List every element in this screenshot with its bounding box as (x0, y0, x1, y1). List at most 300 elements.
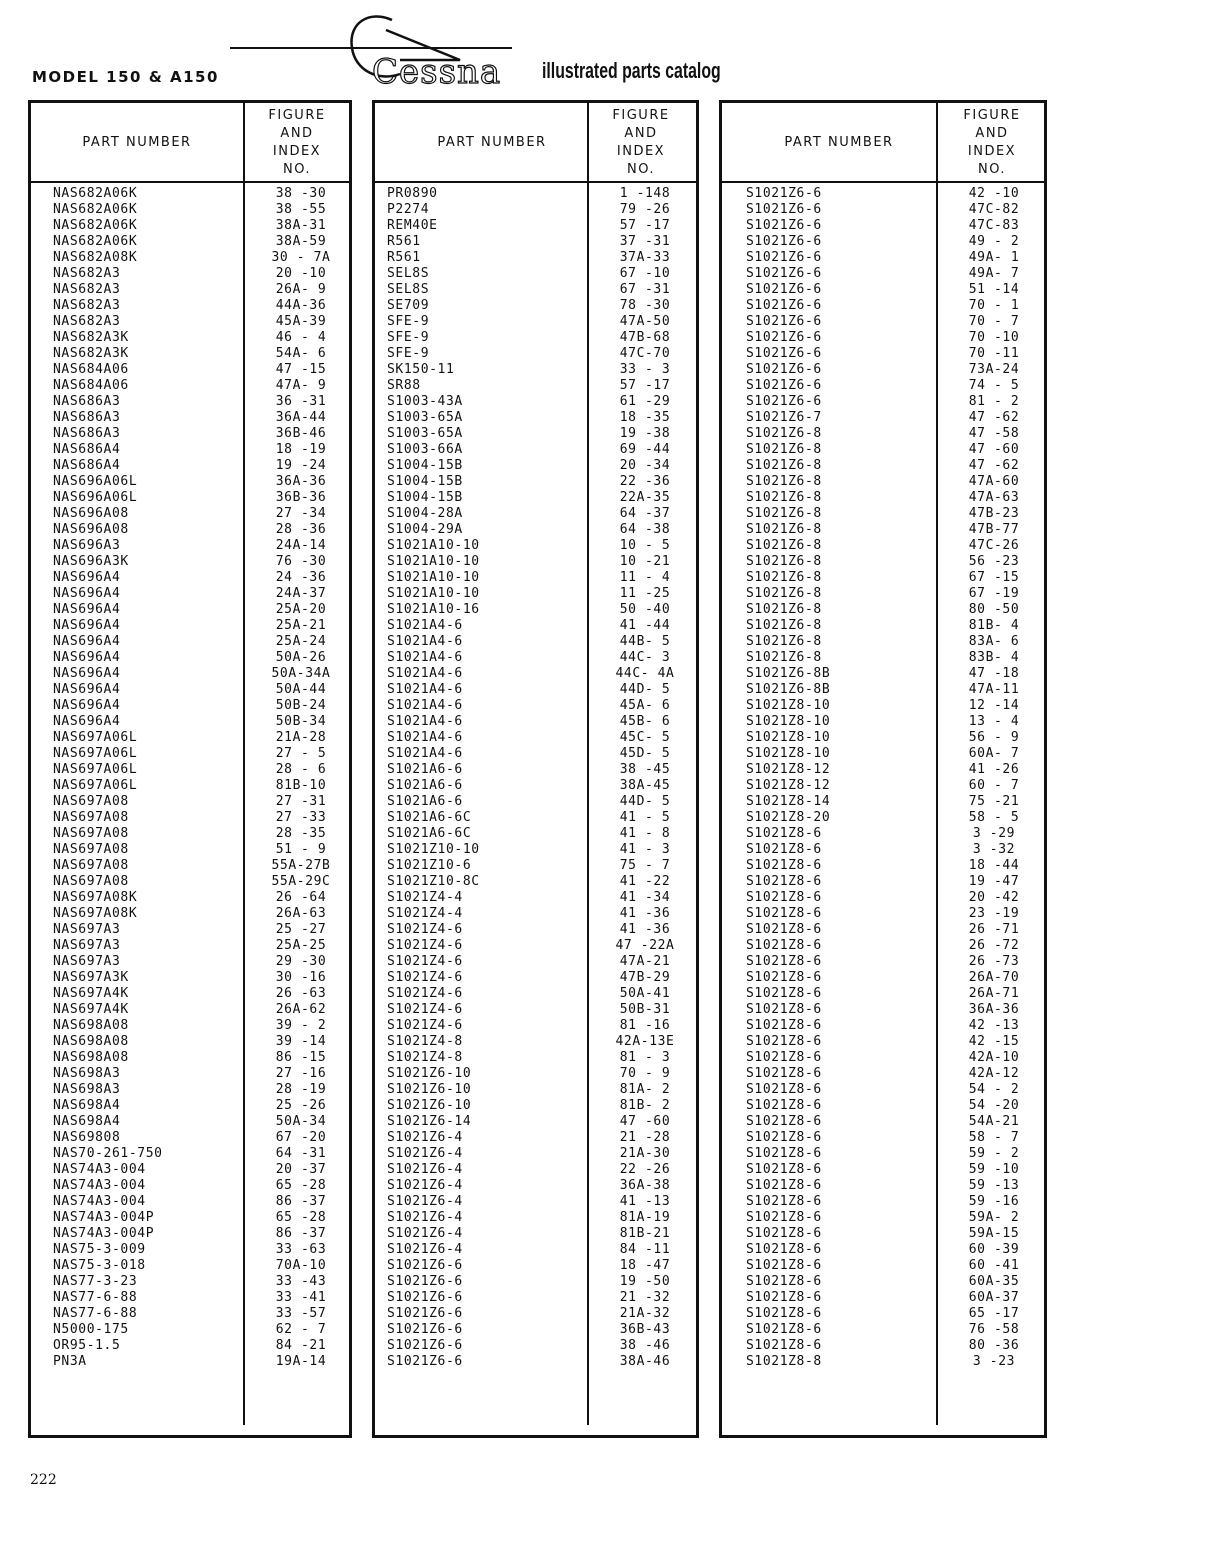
table-row (722, 890, 1044, 906)
part-number-cell: S1021Z10-6 (387, 858, 472, 873)
part-number-cell: NAS77-6-88 (53, 1290, 138, 1305)
figure-index-cell: 26A-63 (275, 906, 327, 921)
table-row (375, 506, 696, 522)
figure-index-cell: 73A-24 (968, 362, 1020, 377)
table-row (375, 1210, 696, 1226)
table-row (375, 1178, 696, 1194)
table-row (375, 986, 696, 1002)
figure-index-cell: 19 -24 (275, 458, 327, 473)
table-row (375, 250, 696, 266)
figure-index-cell: 30 -16 (275, 970, 327, 985)
table-row (722, 378, 1044, 394)
figure-index-cell: 81 - 2 (968, 394, 1020, 409)
figure-index-cell: 18 -35 (619, 410, 671, 425)
table-row (31, 458, 349, 474)
part-number-cell: S1021Z6-6 (746, 250, 822, 265)
table-row (31, 1322, 349, 1338)
figure-index-cell: 50 -40 (619, 602, 671, 617)
part-number-cell: S1021Z6-4 (387, 1194, 463, 1209)
figure-index-cell: 59 - 2 (968, 1146, 1020, 1161)
part-number-cell: S1021Z6-6 (746, 186, 822, 201)
part-number-cell: S1004-15B (387, 490, 463, 505)
figure-index-cell: 11 -25 (619, 586, 671, 601)
table-row (31, 698, 349, 714)
table-row (31, 314, 349, 330)
part-number-cell: S1021Z6-6 (746, 202, 822, 217)
part-number-cell: S1021Z10-8C (387, 874, 480, 889)
part-number-cell: S1004-29A (387, 522, 463, 537)
figure-header-line: INDEX (616, 144, 666, 159)
table-row (375, 1354, 696, 1370)
table-row (722, 826, 1044, 842)
figure-index-cell: 70A-10 (275, 1258, 327, 1273)
figure-index-cell: 33 -57 (275, 1306, 327, 1321)
part-number-cell: S1021Z6-6 (746, 378, 822, 393)
table-row (722, 1098, 1044, 1114)
figure-index-cell: 50A-26 (275, 650, 327, 665)
figure-index-cell: 18 -44 (968, 858, 1020, 873)
table-row (375, 186, 696, 202)
figure-index-cell: 26A- 9 (275, 282, 327, 297)
part-number-cell: S1021Z8-10 (746, 714, 831, 729)
part-number-cell: S1021Z6-8 (746, 618, 822, 633)
figure-index-cell: 70 - 1 (968, 298, 1020, 313)
table-row (722, 922, 1044, 938)
table-row (375, 202, 696, 218)
table-row (722, 1226, 1044, 1242)
figure-index-cell: 36 -31 (275, 394, 327, 409)
figure-index-cell: 47C-26 (968, 538, 1020, 553)
part-number-cell: S1021Z8-6 (746, 1066, 822, 1081)
table-row (722, 858, 1044, 874)
table-row (722, 186, 1044, 202)
part-number-cell: NAS698A08 (53, 1034, 129, 1049)
figure-index-cell: 38A-59 (275, 234, 327, 249)
figure-index-cell: 49 - 2 (968, 234, 1020, 249)
figure-index-cell: 28 - 6 (275, 762, 327, 777)
part-number-cell: NAS682A06K (53, 202, 138, 217)
table-row (375, 1338, 696, 1354)
figure-index-cell: 27 - 5 (275, 746, 327, 761)
figure-index-cell: 58 - 7 (968, 1130, 1020, 1145)
table-row (31, 1114, 349, 1130)
figure-index-cell: 38 -30 (275, 186, 327, 201)
figure-index-cell: 50B-24 (275, 698, 327, 713)
part-number-cell: S1021Z8-6 (746, 986, 822, 1001)
figure-index-cell: 44C- 3 (619, 650, 671, 665)
part-number-cell: S1004-15B (387, 474, 463, 489)
part-number-cell: S1021Z8-10 (746, 698, 831, 713)
figure-index-cell: 27 -33 (275, 810, 327, 825)
table-row (722, 506, 1044, 522)
figure-index-cell: 67 -19 (968, 586, 1020, 601)
figure-index-cell: 47 -58 (968, 426, 1020, 441)
figure-index-cell: 36A-36 (968, 1002, 1020, 1017)
part-number-cell: S1021Z6-6 (746, 298, 822, 313)
part-number-cell: NAS686A3 (53, 426, 121, 441)
figure-index-cell: 80 -50 (968, 602, 1020, 617)
table-row (31, 906, 349, 922)
table-row (722, 458, 1044, 474)
table-row (375, 1130, 696, 1146)
figure-header-line: FIGURE (963, 108, 1021, 123)
table-row (375, 650, 696, 666)
part-number-cell: S1021Z8-10 (746, 730, 831, 745)
table-row (722, 442, 1044, 458)
table-row (375, 666, 696, 682)
figure-index-cell: 19 -50 (619, 1274, 671, 1289)
figure-index-cell: 38 -55 (275, 202, 327, 217)
figure-index-cell: 47A-63 (968, 490, 1020, 505)
figure-index-cell: 54A- 6 (275, 346, 327, 361)
table-row (722, 522, 1044, 538)
figure-index-cell: 37 -31 (619, 234, 671, 249)
table-row (31, 1082, 349, 1098)
part-number-cell: S1021Z6-6 (746, 234, 822, 249)
table-row (375, 1018, 696, 1034)
part-number-cell: S1021A10-10 (387, 586, 480, 601)
figure-index-cell: 47 -18 (968, 666, 1020, 681)
figure-index-cell: 38 -46 (619, 1338, 671, 1353)
table-row (722, 218, 1044, 234)
table-row (375, 378, 696, 394)
part-number-cell: S1003-65A (387, 426, 463, 441)
table-row (375, 442, 696, 458)
table-row (31, 634, 349, 650)
figure-header-line: NO. (626, 162, 656, 177)
table-row (722, 1050, 1044, 1066)
figure-index-cell: 57 -17 (619, 378, 671, 393)
figure-index-cell: 45C- 5 (619, 730, 671, 745)
table-row (375, 826, 696, 842)
table-row (722, 1002, 1044, 1018)
part-number-cell: NAS682A06K (53, 218, 138, 233)
part-number-cell: NAS697A4K (53, 1002, 129, 1017)
part-number-cell: NAS74A3-004P (53, 1226, 155, 1241)
table-row (375, 234, 696, 250)
table-row (375, 762, 696, 778)
table-row (31, 474, 349, 490)
part-number-cell: NAS77-3-23 (53, 1274, 138, 1289)
part-number-cell: NAS682A08K (53, 250, 138, 265)
table-row (31, 746, 349, 762)
figure-index-cell: 64 -38 (619, 522, 671, 537)
part-number-cell: S1021A10-10 (387, 538, 480, 553)
model-title: MODEL 150 & A150 (32, 68, 219, 86)
table-row (722, 1194, 1044, 1210)
table-row (31, 586, 349, 602)
figure-index-cell: 51 -14 (968, 282, 1020, 297)
figure-index-cell: 21 -28 (619, 1130, 671, 1145)
figure-index-cell: 60 -41 (968, 1258, 1020, 1273)
part-number-cell: S1021Z6-14 (387, 1114, 472, 1129)
figure-header-line: AND (280, 126, 314, 141)
part-number-cell: SFE-9 (387, 346, 430, 361)
table-row (722, 266, 1044, 282)
part-number-header: PART NUMBER (784, 135, 894, 150)
figure-index-cell: 27 -16 (275, 1066, 327, 1081)
table-row (722, 730, 1044, 746)
table-row (722, 874, 1044, 890)
table-row (722, 1274, 1044, 1290)
table-row (31, 410, 349, 426)
table-row (31, 810, 349, 826)
table-row (722, 938, 1044, 954)
part-number-cell: NAS682A06K (53, 186, 138, 201)
figure-index-cell: 33 - 3 (619, 362, 671, 377)
figure-index-cell: 26 -71 (968, 922, 1020, 937)
table-row (31, 346, 349, 362)
part-number-cell: NAS698A3 (53, 1082, 121, 1097)
table-row (375, 698, 696, 714)
part-number-cell: S1021Z8-6 (746, 1050, 822, 1065)
table-row (375, 538, 696, 554)
figure-index-cell: 49A- 7 (968, 266, 1020, 281)
figure-index-cell: 67 -10 (619, 266, 671, 281)
table-row (31, 842, 349, 858)
figure-index-cell: 24A-37 (275, 586, 327, 601)
part-number-cell: NAS684A06 (53, 362, 129, 377)
table-row (375, 1322, 696, 1338)
figure-index-cell: 70 - 7 (968, 314, 1020, 329)
table-row (375, 1162, 696, 1178)
table-row (31, 602, 349, 618)
part-number-cell: S1021Z8-6 (746, 1178, 822, 1193)
part-number-cell: NAS697A3 (53, 954, 121, 969)
table-row (375, 218, 696, 234)
figure-index-cell: 86 -37 (275, 1194, 327, 1209)
figure-index-cell: 44C- 4A (615, 666, 675, 681)
table-row (31, 1146, 349, 1162)
part-number-cell: S1021Z6-6 (387, 1258, 463, 1273)
figure-index-cell: 37A-33 (619, 250, 671, 265)
figure-index-cell: 20 -10 (275, 266, 327, 281)
part-number-cell: NAS696A4 (53, 570, 121, 585)
part-number-cell: S1021Z8-6 (746, 954, 822, 969)
table-row (722, 202, 1044, 218)
figure-index-cell: 26A-71 (968, 986, 1020, 1001)
table-row (722, 778, 1044, 794)
part-number-cell: S1021Z8-6 (746, 1210, 822, 1225)
figure-index-cell: 81 - 3 (619, 1050, 671, 1065)
figure-index-cell: 38A-46 (619, 1354, 671, 1369)
figure-index-cell: 26 -64 (275, 890, 327, 905)
figure-index-cell: 36A-44 (275, 410, 327, 425)
figure-header-line: FIGURE (268, 108, 326, 123)
table-row (31, 778, 349, 794)
part-number-cell: NAS696A4 (53, 698, 121, 713)
figure-index-cell: 76 -58 (968, 1322, 1020, 1337)
figure-index-cell: 81A- 2 (619, 1082, 671, 1097)
table-row (375, 474, 696, 490)
figure-index-cell: 47A-60 (968, 474, 1020, 489)
table-row (31, 1066, 349, 1082)
part-number-cell: S1021Z6-4 (387, 1242, 463, 1257)
figure-index-cell: 12 -14 (968, 698, 1020, 713)
part-number-cell: S1021Z4-6 (387, 1018, 463, 1033)
part-number-cell: S1021Z6-6 (746, 346, 822, 361)
part-number-cell: S1021Z6-8 (746, 634, 822, 649)
part-number-cell: NAS698A08 (53, 1050, 129, 1065)
figure-index-cell: 84 -11 (619, 1242, 671, 1257)
table-row (722, 490, 1044, 506)
figure-index-cell: 47 -15 (275, 362, 327, 377)
figure-index-cell: 56 -23 (968, 554, 1020, 569)
part-number-cell: SR88 (387, 378, 421, 393)
figure-index-cell: 59 -13 (968, 1178, 1020, 1193)
figure-header-line: NO. (282, 162, 312, 177)
table-row (375, 1082, 696, 1098)
figure-index-cell: 67 -31 (619, 282, 671, 297)
part-number-cell: S1021Z6-8 (746, 602, 822, 617)
part-number-cell: S1003-43A (387, 394, 463, 409)
table-row (722, 410, 1044, 426)
header-divider (722, 181, 1044, 183)
table-row (31, 1258, 349, 1274)
figure-index-cell: 42A-13E (615, 1034, 675, 1049)
figure-index-cell: 62 - 7 (275, 1322, 327, 1337)
part-number-cell: S1021Z6-6 (387, 1354, 463, 1369)
table-row (31, 1354, 349, 1370)
part-number-cell: NAS697A06L (53, 762, 138, 777)
table-row (375, 1050, 696, 1066)
part-number-cell: S1021Z6-10 (387, 1098, 472, 1113)
table-row (31, 570, 349, 586)
table-row (31, 1226, 349, 1242)
parts-column-2 (372, 100, 699, 1438)
table-row (31, 762, 349, 778)
table-row (375, 922, 696, 938)
part-number-cell: NAS697A3K (53, 970, 129, 985)
figure-index-cell: 36B-46 (275, 426, 327, 441)
part-number-cell: S1021Z4-6 (387, 954, 463, 969)
figure-index-cell: 65 -17 (968, 1306, 1020, 1321)
part-number-cell: S1021Z6-6 (387, 1322, 463, 1337)
part-number-cell: S1021Z6-6 (746, 362, 822, 377)
table-row (722, 234, 1044, 250)
figure-index-cell: 26 -63 (275, 986, 327, 1001)
figure-index-cell: 50A-34 (275, 1114, 327, 1129)
table-row (722, 842, 1044, 858)
figure-index-cell: 25 -26 (275, 1098, 327, 1113)
figure-index-cell: 59A-15 (968, 1226, 1020, 1241)
part-number-cell: S1021A6-6 (387, 778, 463, 793)
table-row (31, 282, 349, 298)
table-row (375, 634, 696, 650)
table-row (375, 1194, 696, 1210)
figure-index-cell: 20 -37 (275, 1162, 327, 1177)
table-row (375, 1258, 696, 1274)
figure-index-cell: 55A-29C (271, 874, 331, 889)
table-row (31, 794, 349, 810)
figure-index-cell: 27 -31 (275, 794, 327, 809)
table-row (31, 1018, 349, 1034)
figure-index-cell: 10 - 5 (619, 538, 671, 553)
part-number-cell: S1021Z4-6 (387, 970, 463, 985)
table-row (375, 1242, 696, 1258)
figure-index-cell: 22 -36 (619, 474, 671, 489)
part-number-cell: S1021Z6-6 (746, 282, 822, 297)
table-row (375, 682, 696, 698)
part-number-cell: S1021Z8-6 (746, 970, 822, 985)
table-row (375, 1146, 696, 1162)
figure-index-cell: 19 -47 (968, 874, 1020, 889)
part-number-cell: S1021Z8-6 (746, 1082, 822, 1097)
part-number-cell: S1021Z8-6 (746, 922, 822, 937)
figure-index-cell: 60 - 7 (968, 778, 1020, 793)
figure-index-cell: 47A-21 (619, 954, 671, 969)
table-row (375, 1034, 696, 1050)
table-row (31, 682, 349, 698)
part-number-cell: NAS74A3-004 (53, 1178, 146, 1193)
part-number-cell: NAS74A3-004P (53, 1210, 155, 1225)
figure-index-cell: 50A-44 (275, 682, 327, 697)
figure-index-cell: 59 -16 (968, 1194, 1020, 1209)
figure-index-cell: 41 -26 (968, 762, 1020, 777)
table-row (31, 650, 349, 666)
part-number-cell: NAS682A3 (53, 298, 121, 313)
figure-index-cell: 84 -21 (275, 1338, 327, 1353)
figure-index-cell: 81B- 4 (968, 618, 1020, 633)
part-number-cell: S1021Z6-6 (387, 1274, 463, 1289)
part-number-cell: S1021Z6-8 (746, 474, 822, 489)
part-number-cell: NAS698A3 (53, 1066, 121, 1081)
table-row (722, 1354, 1044, 1370)
figure-index-cell: 41 - 5 (619, 810, 671, 825)
table-row (722, 810, 1044, 826)
table-row (31, 362, 349, 378)
table-row (722, 570, 1044, 586)
table-row (375, 426, 696, 442)
part-number-cell: S1021A6-6 (387, 762, 463, 777)
part-number-cell: S1021Z6-8 (746, 442, 822, 457)
part-number-cell: NAS697A08 (53, 794, 129, 809)
table-row (722, 1034, 1044, 1050)
part-number-cell: S1003-65A (387, 410, 463, 425)
figure-index-cell: 20 -42 (968, 890, 1020, 905)
part-number-cell: S1021A10-10 (387, 570, 480, 585)
figure-index-cell: 86 -15 (275, 1050, 327, 1065)
part-number-cell: S1021Z8-6 (746, 1002, 822, 1017)
part-number-cell: S1021Z8-6 (746, 1274, 822, 1289)
table-row (722, 650, 1044, 666)
part-number-cell: NAS682A3 (53, 314, 121, 329)
part-number-cell: S1021Z6-8 (746, 554, 822, 569)
part-number-header: PART NUMBER (82, 135, 192, 150)
part-number-cell: NAS74A3-004 (53, 1162, 146, 1177)
figure-index-cell: 22 -26 (619, 1162, 671, 1177)
table-row (722, 1290, 1044, 1306)
table-row (31, 1050, 349, 1066)
part-number-cell: NAS686A4 (53, 458, 121, 473)
table-row (722, 1066, 1044, 1082)
part-number-cell: S1021Z8-6 (746, 1162, 822, 1177)
table-row (375, 970, 696, 986)
figure-index-cell: 54 - 2 (968, 1082, 1020, 1097)
figure-index-cell: 45A- 6 (619, 698, 671, 713)
table-row (375, 266, 696, 282)
part-number-cell: N5000-175 (53, 1322, 129, 1337)
part-number-cell: S1021A4-6 (387, 618, 463, 633)
figure-index-cell: 26 -73 (968, 954, 1020, 969)
table-row (31, 426, 349, 442)
part-number-cell: NAS697A06L (53, 746, 138, 761)
figure-index-cell: 21A-30 (619, 1146, 671, 1161)
figure-index-cell: 60A- 7 (968, 746, 1020, 761)
part-number-cell: S1021Z6-6 (746, 394, 822, 409)
table-row (31, 1338, 349, 1354)
figure-index-cell: 13 - 4 (968, 714, 1020, 729)
